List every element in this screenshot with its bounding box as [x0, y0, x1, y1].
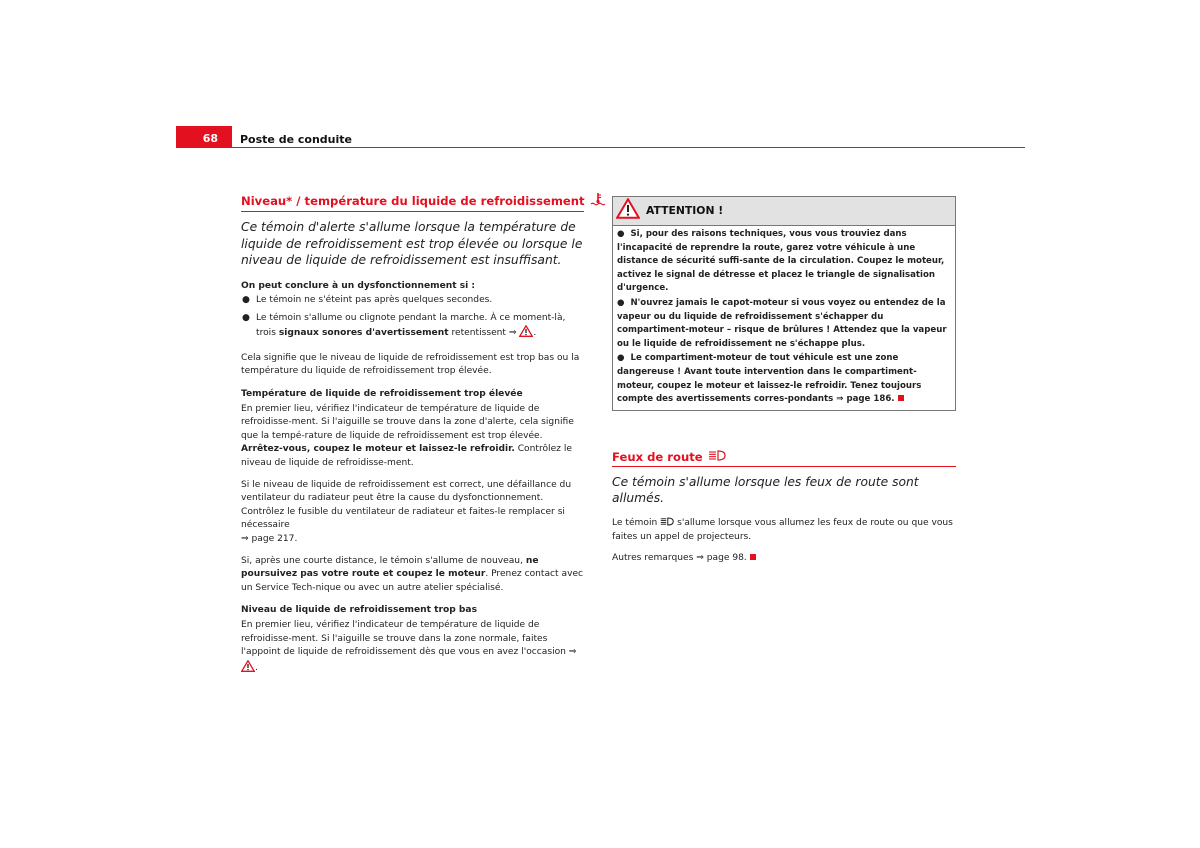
- paragraph-text-bold: Arrêtez-vous, coupez le moteur et laissez-le refroidir.: [241, 444, 515, 455]
- attention-item-text: Si, pour des raisons techniques, vous vous trouviez dans l'incapacité de reprendre la route, garez votre véhicule à une distance de sécurité suffi-sante de la circulation. Coupez le moteur, activez le signal de détresse et placez le triangle de signalisation d'urgence.: [617, 229, 945, 294]
- attention-box: [612, 196, 956, 411]
- high-beam-section-title: [612, 449, 956, 467]
- paragraph-text: Contrôlez le niveau de liquide de refroidisse-ment.: [241, 444, 572, 469]
- paragraph-text: En premier lieu, vérifiez l'indicateur de température de liquide de refroidisse-ment. Si l'aiguille se trouve dans la zone d'alerte, cela signifie que la tempé-rature de liquide de refroidissement est trop élevée.: [241, 403, 574, 441]
- paragraph-text: En premier lieu, vérifiez l'indicateur de température de liquide de refroidisse-ment. Si l'aiguille se trouve dans la zone normale, faites l'appoint de liquide de refroidissement dès que vous en avez l'occasion ⇒: [241, 619, 577, 658]
- fan-paragraph: [241, 479, 584, 547]
- coolant-lead: Ce témoin d'alerte s'allume lorsque la température de liquide de refroidissement est trop élevée ou lorsque le niveau de liquide de refroidissement est insuffisant.: [241, 220, 583, 267]
- bullet-text-bold: signaux sonores d'avertissement: [278, 328, 449, 339]
- page-header: [176, 126, 1025, 150]
- malfunction-heading: On peut conclure à un dysfonctionnement si :: [241, 280, 476, 291]
- list-item: [241, 294, 584, 308]
- coolant-temperature-icon: [590, 192, 606, 210]
- attention-title: ATTENTION !: [646, 204, 724, 218]
- page-reference-link[interactable]: ⇒ page 217.: [241, 534, 298, 544]
- warning-triangle-icon[interactable]: [241, 660, 255, 678]
- bullet-text: Le témoin ne s'éteint pas après quelques secondes.: [256, 295, 493, 306]
- attention-body: [613, 226, 955, 410]
- paragraph-text: Si, après une courte distance, le témoin s'allume de nouveau,: [241, 555, 523, 566]
- remarks-paragraph: [612, 552, 956, 566]
- subheading-temp-high: Température de liquide de refroidissement trop élevée: [241, 389, 523, 400]
- end-marker-icon: [750, 554, 756, 560]
- high-beam-icon: [708, 449, 726, 465]
- high-beam-section-title-text: Feux de route: [612, 449, 703, 464]
- attention-item: [617, 352, 951, 406]
- page-number: 68: [176, 126, 232, 148]
- paragraph-text: .: [255, 662, 258, 673]
- end-marker-icon: [898, 395, 904, 401]
- page-reference-link[interactable]: Autres remarques ⇒ page 98.: [612, 552, 747, 563]
- bullet-text: retentissent ⇒: [451, 328, 517, 339]
- high-beam-paragraph: [612, 517, 956, 545]
- subheading-level-low: Niveau de liquide de refroidissement trop bas: [241, 605, 477, 616]
- coolant-section-title-text: Niveau* / température du liquide de refroidissement: [241, 194, 585, 208]
- attention-item: [617, 228, 951, 296]
- right-column: [612, 196, 956, 573]
- paragraph-text: s'allume lorsque vous allumez les feux de route ou que vous faites un appel de projecteurs.: [612, 517, 953, 543]
- bullet-text: .: [533, 328, 537, 339]
- bullet-icon: ●: [617, 229, 631, 239]
- paragraph-text-bold: ne poursuivez pas votre route et coupez le moteur: [241, 555, 539, 580]
- paragraph-text: Le témoin: [612, 517, 658, 528]
- bullet-text: Le témoin s'allume ou clignote pendant la marche. À ce moment-là, trois: [256, 312, 566, 339]
- temp-high-paragraph: [241, 403, 584, 471]
- high-beam-lead: Ce témoin s'allume lorsque les feux de route sont allumés.: [612, 474, 919, 506]
- bullet-icon: ●: [242, 312, 250, 323]
- header-divider: [232, 147, 1025, 148]
- warning-triangle-icon[interactable]: [519, 325, 533, 343]
- paragraph-text: Si le niveau de liquide de refroidissement est correct, une défaillance du ventilateur du radiateur peut être la cause du dysfonctionnement. Contrôlez le fusible du ventilateur de radiateur et faites-le remplacer si nécessaire: [241, 479, 572, 531]
- high-beam-icon: [660, 517, 674, 532]
- chapter-title: Poste de conduite: [240, 133, 352, 146]
- attention-header: [613, 197, 955, 226]
- coolant-section-title: [241, 192, 584, 212]
- bullet-icon: ●: [617, 353, 631, 364]
- attention-item: [617, 297, 951, 351]
- distance-paragraph: [241, 555, 584, 596]
- level-low-paragraph: [241, 619, 584, 677]
- left-column: [241, 192, 584, 684]
- bullet-icon: ●: [242, 295, 250, 306]
- meaning-paragraph: Cela signifie que le niveau de liquide de refroidissement est trop bas ou la température du liquide de refroidissement trop élevée.: [241, 352, 580, 377]
- list-item: [241, 312, 584, 343]
- attention-item-text: Le compartiment-moteur de tout véhicule est une zone dangereuse ! Avant toute intervention dans le compartiment-moteur, coupez le moteur et laissez-le refroidir. Tenez toujours compte des avertissements corres-pondants ⇒ page 186.: [617, 353, 922, 405]
- attention-item-text: N'ouvrez jamais le capot-moteur si vous voyez ou entendez de la vapeur ou du liquide de refroidissement s'échapper du compartiment-moteur – risque de brûlures ! Attendez que la vapeur ou le liquide de refroidissement ne s'échappe plus.: [617, 297, 947, 349]
- paragraph-text: . Prenez contact avec un Service Tech-nique ou avec un autre atelier spécialisé.: [241, 569, 584, 593]
- warning-triangle-icon: [616, 198, 640, 225]
- bullet-icon: ●: [617, 297, 631, 308]
